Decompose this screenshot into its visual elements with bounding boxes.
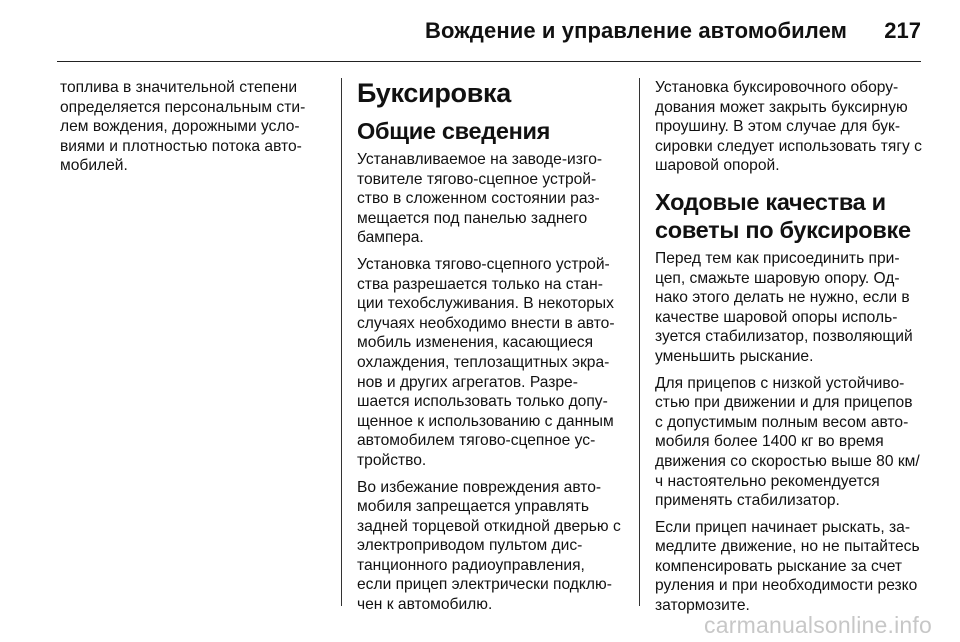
section-title: Буксировка <box>357 78 511 108</box>
paragraph: Устанавливаемое на заводе-изготовителе тягово-сцепное устройство в сложенном состоянии размещается под панелью заднего бампера. <box>357 151 603 247</box>
subsection-title: Общие сведения <box>357 118 551 144</box>
subsection-title: Ходовые качества и советы по буксировке <box>655 188 911 243</box>
paragraph: топлива в значительной степени определяется персональным стилем вождения, дорожными условиями и плотностью потока автомобилей. <box>60 79 306 175</box>
column-divider-1 <box>341 78 342 606</box>
watermark: carmanualsonline.info <box>704 612 932 638</box>
column-left <box>60 78 323 183</box>
paragraph: Перед тем как присоединить прицеп, смажьте шаровую опору. Однако этого делать не нужно, если в качестве шаровой опоры используется стабилизатор, позволяющий уменьшить рыскание. <box>655 249 913 365</box>
page-header <box>0 0 960 62</box>
page-number: 217 <box>884 18 921 43</box>
column-middle <box>357 78 622 622</box>
paragraph: Если прицеп начинает рыскать, замедлите движение, но не пытайтесь компенсировать рыскание за счет руления и при необходимости резко затормозите. <box>655 518 920 615</box>
column-right <box>655 78 923 623</box>
header-title: Вождение и управление автомобилем <box>425 18 847 43</box>
paragraph: Установка тягово-сцепного устройства разрешается только на станции техобслуживания. В некоторых случаях необходимо внести в автомобиль изменения, касающиеся охлаждения, теплозащитных экранов и других агрегатов. Разрешается использовать только допущенное к использованию с данным автомобилем тягово-сцепное устройство. <box>357 255 615 469</box>
header-divider <box>57 61 921 62</box>
paragraph: Установка буксировочного оборудования может закрыть буксирную проушину. В этом случае для буксировки следует использовать тягу с шаровой опорой. <box>655 79 922 175</box>
column-divider-2 <box>639 78 640 606</box>
paragraph: Для прицепов с низкой устойчивостью при движении и для прицепов с допустимым полным весом автомобиля более 1400 кг во время движения со скоростью выше 80 км/ч настоятельно рекомендуется применять стабилизатор. <box>655 374 920 510</box>
paragraph: Во избежание повреждения автомобиля запрещается управлять задней торцевой откидной дверью с электроприводом пультом дистанционного радиоуправления, если прицеп электрически подключен к автомобилю. <box>357 478 621 614</box>
